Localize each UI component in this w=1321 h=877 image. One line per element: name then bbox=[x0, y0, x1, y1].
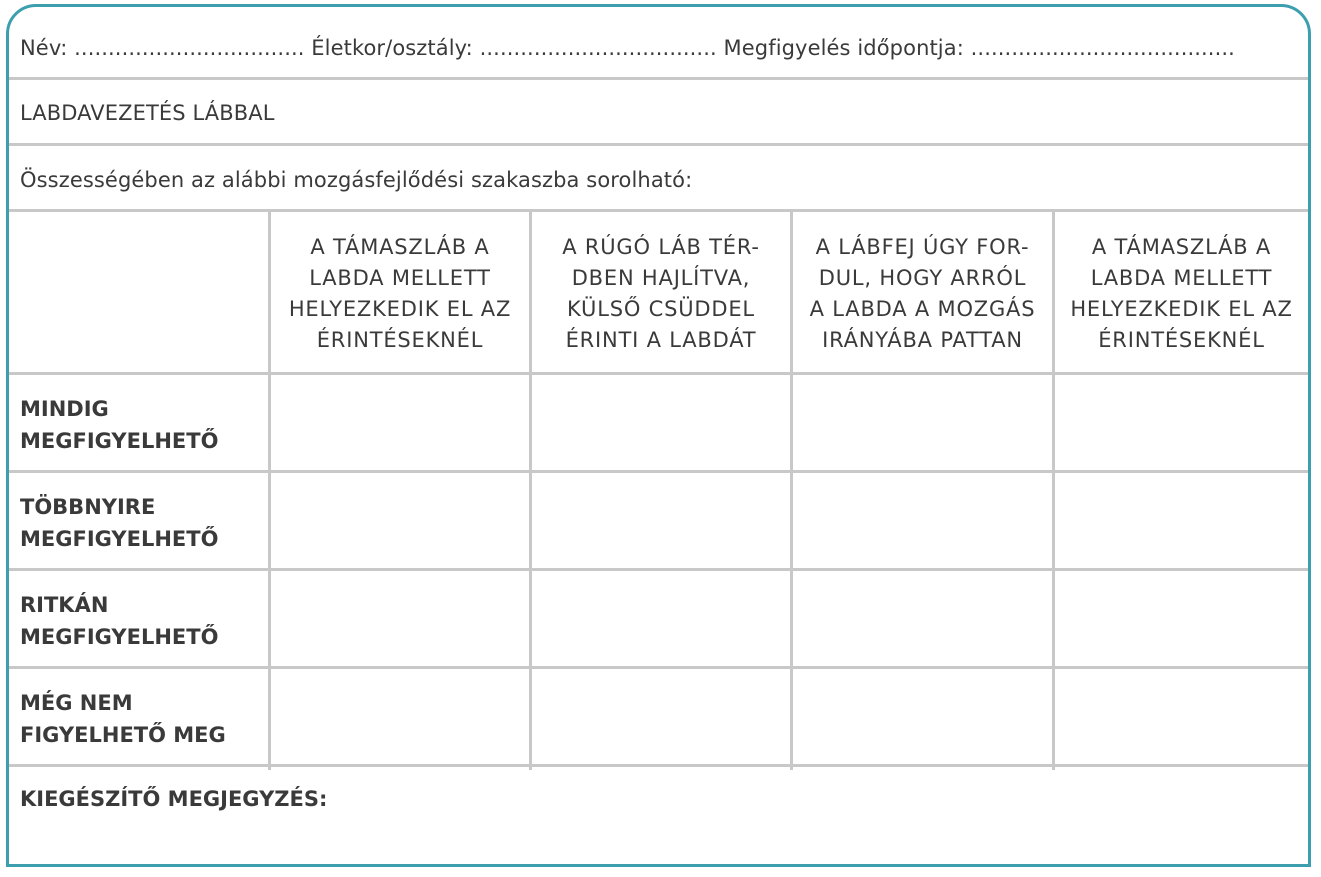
stage-prompt: Összességében az alábbi mozgásfejlődési szakaszba sorolható: bbox=[20, 168, 693, 192]
frequency-label bbox=[20, 393, 218, 457]
observation-cell[interactable] bbox=[271, 375, 529, 470]
column-header-line: HELYEZKEDIK EL AZ bbox=[1070, 297, 1293, 321]
column-header-line: IRÁNYÁBA PATTAN bbox=[822, 328, 1023, 352]
observation-cell[interactable] bbox=[271, 571, 529, 666]
column-header-line: A RÚGÓ LÁB TÉR- bbox=[562, 235, 760, 259]
observation-cell[interactable] bbox=[793, 375, 1052, 470]
column-header bbox=[271, 212, 529, 372]
column-header-line: A LABDA A MOZGÁS bbox=[809, 297, 1036, 321]
observation-cell[interactable] bbox=[1055, 375, 1308, 470]
frequency-label-line: RITKÁN bbox=[20, 593, 109, 617]
column-header-line: A TÁMASZLÁB A bbox=[310, 235, 490, 259]
column-header-line: HELYEZKEDIK EL AZ bbox=[288, 297, 512, 321]
column-header bbox=[793, 212, 1052, 372]
observation-cell[interactable] bbox=[1055, 571, 1308, 666]
observation-cell[interactable] bbox=[793, 669, 1052, 764]
column-header-line: KÜLSŐ CSÜDDEL bbox=[567, 297, 755, 321]
column-header bbox=[532, 212, 790, 372]
notes-label: KIEGÉSZÍTŐ MEGJEGYZÉS: bbox=[20, 787, 328, 811]
frequency-label-line: MEGFIGYELHETŐ bbox=[20, 527, 219, 551]
frequency-label bbox=[20, 491, 218, 555]
grid-divider bbox=[9, 764, 1308, 767]
frequency-label-line: MÉG NEM bbox=[20, 691, 133, 715]
stage-prompt-row bbox=[9, 146, 1308, 212]
column-header-line: DBEN HAJLÍTVA, bbox=[571, 266, 751, 290]
observation-cell[interactable] bbox=[1055, 473, 1308, 568]
observation-cell[interactable] bbox=[271, 669, 529, 764]
column-header-line: LABDA MELLETT bbox=[309, 266, 491, 290]
frequency-label-line: FIGYELHETŐ MEG bbox=[20, 723, 226, 747]
activity-row bbox=[9, 80, 1308, 146]
frequency-label bbox=[20, 687, 226, 751]
observation-cell[interactable] bbox=[793, 571, 1052, 666]
column-header bbox=[1055, 212, 1308, 372]
identification-fields[interactable]: Név: .................................. Életkor/osztály: ................................... Megfigyelés időpontja: ....................................... bbox=[20, 36, 1235, 60]
column-header-line: ÉRINTÉSEKNÉL bbox=[316, 328, 484, 352]
frequency-label-line: TÖBBNYIRE bbox=[20, 495, 156, 519]
column-header-line: A LÁBFEJ ÚGY FOR- bbox=[815, 235, 1030, 259]
frequency-label-line: MEGFIGYELHETŐ bbox=[20, 429, 219, 453]
observation-sheet bbox=[6, 4, 1311, 867]
activity-title: LABDAVEZETÉS LÁBBAL bbox=[20, 101, 275, 125]
observation-cell[interactable] bbox=[532, 669, 790, 764]
column-header-line: ÉRINTÉSEKNÉL bbox=[1098, 328, 1265, 352]
frequency-label-line: MINDIG bbox=[20, 397, 109, 421]
observation-cell[interactable] bbox=[793, 473, 1052, 568]
column-header-line: ÉRINTI A LABDÁT bbox=[565, 328, 757, 352]
frequency-label bbox=[20, 589, 218, 653]
column-header-line: LABDA MELLETT bbox=[1090, 266, 1273, 290]
identification-row bbox=[9, 7, 1308, 80]
column-header-line: DUL, HOGY ARRÓL bbox=[818, 266, 1027, 290]
observation-grid bbox=[9, 212, 1308, 770]
observation-cell[interactable] bbox=[1055, 669, 1308, 764]
column-header-line: A TÁMASZLÁB A bbox=[1091, 235, 1272, 259]
observation-cell[interactable] bbox=[532, 473, 790, 568]
observation-cell[interactable] bbox=[271, 473, 529, 568]
frequency-label-line: MEGFIGYELHETŐ bbox=[20, 625, 219, 649]
observation-cell[interactable] bbox=[532, 571, 790, 666]
observation-cell[interactable] bbox=[532, 375, 790, 470]
